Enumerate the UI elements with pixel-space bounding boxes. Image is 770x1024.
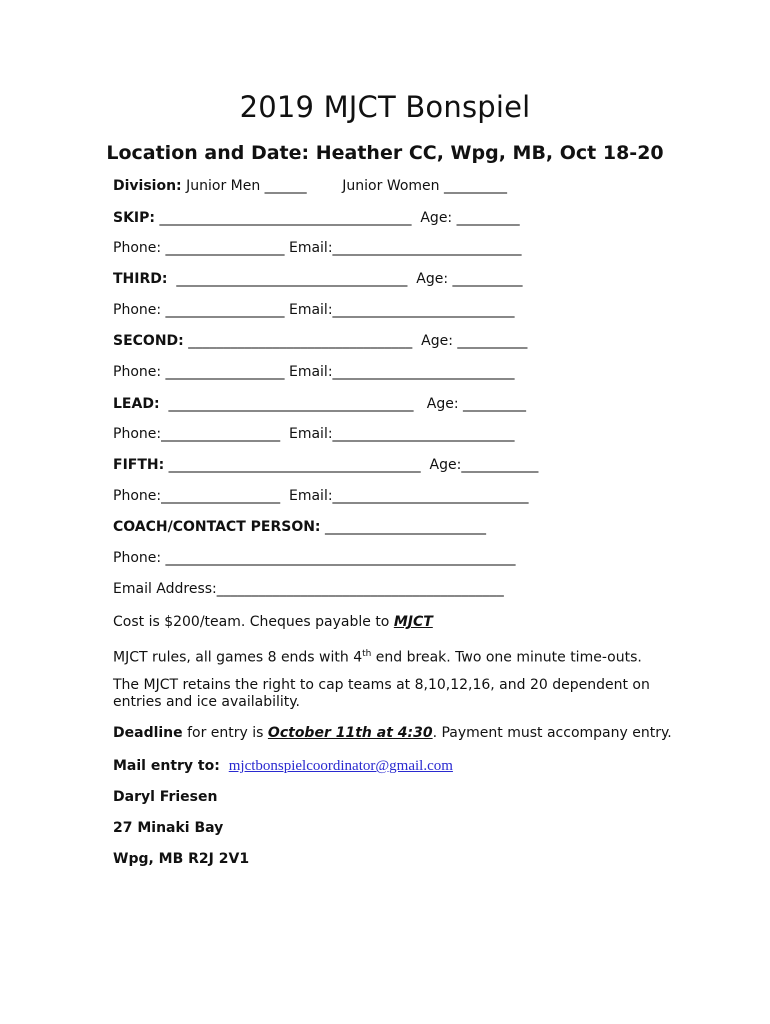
third-contact-row xyxy=(113,302,515,319)
third-name-field[interactable]: _________________________________ xyxy=(167,271,412,287)
junior-men-field[interactable]: Junior Men ______ xyxy=(186,178,307,194)
skip-contact-row xyxy=(113,240,522,257)
third-age-field[interactable]: Age: __________ xyxy=(411,271,523,287)
page-title: 2019 MJCT Bonspiel xyxy=(239,90,531,124)
coach-name-field[interactable]: _______________________ xyxy=(320,519,486,535)
deadline-payment: . Payment must accompany entry. xyxy=(432,725,672,741)
second-contact-row xyxy=(113,364,515,381)
skip-phone-field[interactable]: Phone: _________________ xyxy=(113,240,289,256)
junior-women-field[interactable]: Junior Women _________ xyxy=(342,178,507,194)
coach-label: COACH/CONTACT PERSON: xyxy=(113,519,321,535)
second-label: SECOND: xyxy=(113,333,184,349)
fifth-age-field[interactable]: Age:___________ xyxy=(425,457,539,473)
skip-name-field[interactable]: ____________________________________ xyxy=(155,210,416,226)
lead-name-field[interactable]: ___________________________________ xyxy=(159,396,418,412)
second-row xyxy=(113,333,527,350)
skip-label: SKIP: xyxy=(113,210,155,226)
cap-notice: The MJCT retains the right to cap teams at 8,10,12,16, and 20 dependent on entries and ice availability. xyxy=(113,677,650,710)
skip-row xyxy=(113,210,520,227)
lead-contact-row xyxy=(113,426,515,443)
mail-label: Mail entry to: xyxy=(113,758,220,774)
fifth-contact-row xyxy=(113,488,529,505)
second-name-field[interactable]: ________________________________ xyxy=(183,333,417,349)
location-date: Location and Date: Heather CC, Wpg, MB, Oct 18-20 xyxy=(106,142,664,164)
skip-age-field[interactable]: Age: _________ xyxy=(415,210,520,226)
lead-email-field[interactable]: Email:__________________________ xyxy=(284,426,515,442)
address-city: Wpg, MB R2J 2V1 xyxy=(113,851,250,867)
second-phone-field[interactable]: Phone: _________________ xyxy=(113,364,289,380)
division-row xyxy=(113,178,507,195)
fifth-email-field[interactable]: Email:____________________________ xyxy=(284,488,529,504)
payee: MJCT xyxy=(393,614,433,630)
lead-row xyxy=(113,396,526,413)
rules-superscript: th xyxy=(362,649,372,659)
deadline-line xyxy=(113,725,672,742)
fifth-phone-field[interactable]: Phone:_________________ xyxy=(113,488,285,504)
division-label: Division: xyxy=(113,178,182,194)
third-email-field[interactable]: Email:__________________________ xyxy=(288,302,515,318)
fifth-name-field[interactable]: ____________________________________ xyxy=(164,457,426,473)
cost-text: Cost is $200/team. Cheques payable to xyxy=(113,614,394,630)
address-name: Daryl Friesen xyxy=(113,789,218,805)
coach-email-field[interactable]: Email Address:_________________________________________ xyxy=(113,581,504,597)
mail-line xyxy=(113,758,453,775)
deadline-date: October 11th at 4:30 xyxy=(267,725,433,741)
email-link[interactable]: mjctbonspielcoordinator@gmail.com xyxy=(228,758,453,774)
third-row xyxy=(113,271,523,288)
address-street: 27 Minaki Bay xyxy=(113,820,224,836)
skip-email-field[interactable]: Email:___________________________ xyxy=(288,240,522,256)
fifth-label: FIFTH: xyxy=(113,457,165,473)
lead-phone-field[interactable]: Phone:_________________ xyxy=(113,426,285,442)
third-phone-field[interactable]: Phone: _________________ xyxy=(113,302,289,318)
second-email-field[interactable]: Email:__________________________ xyxy=(288,364,515,380)
lead-age-field[interactable]: Age: _________ xyxy=(417,396,527,412)
coach-row xyxy=(113,519,486,536)
rules-line xyxy=(113,646,642,667)
rules-text-end: end break. Two one minute time-outs. xyxy=(371,649,642,666)
lead-label: LEAD: xyxy=(113,396,160,412)
cost-line xyxy=(113,614,433,631)
fifth-row xyxy=(113,457,538,474)
deadline-text: for entry is xyxy=(182,725,268,741)
third-label: THIRD: xyxy=(113,271,168,287)
deadline-label: Deadline xyxy=(113,725,183,741)
rules-text: MJCT rules, all games 8 ends with 4 xyxy=(113,649,363,666)
coach-phone-field[interactable]: Phone: __________________________________________________ xyxy=(113,550,516,566)
second-age-field[interactable]: Age: __________ xyxy=(416,333,528,349)
